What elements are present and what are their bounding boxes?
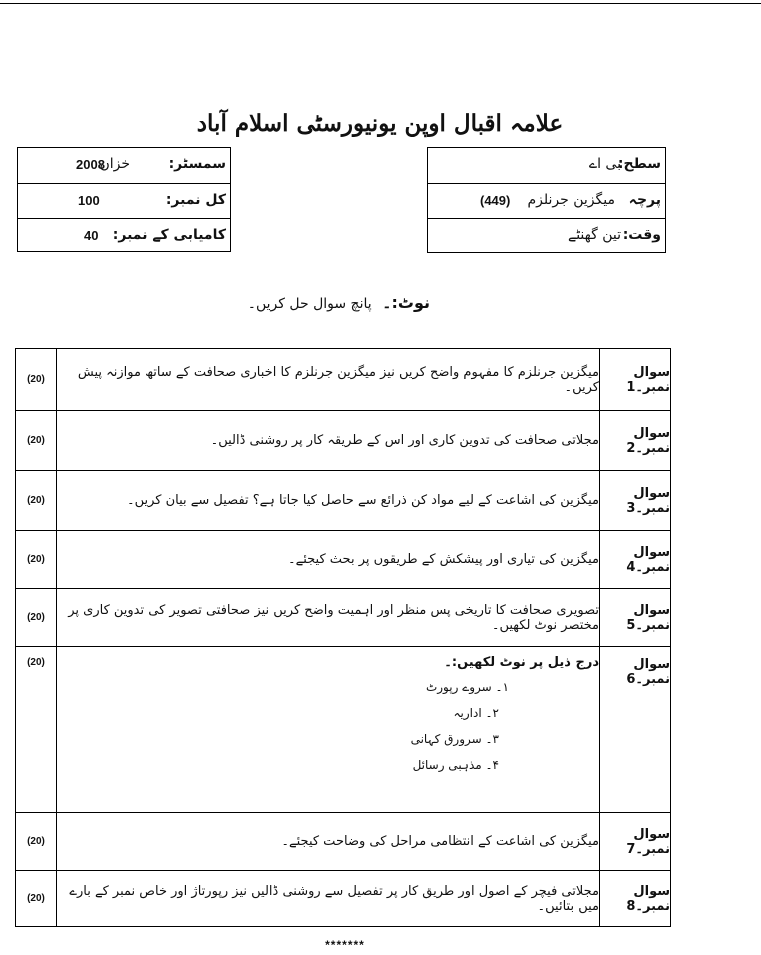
semester-value: خزاں (99, 156, 130, 172)
question-row (16, 871, 671, 927)
question-row (16, 531, 671, 589)
question-row (16, 647, 671, 813)
sub-item: ۲۔ اداریہ (453, 706, 499, 720)
time-row (428, 218, 665, 252)
university-title: علامہ اقبال اوپن یونیورسٹی اسلام آباد (196, 110, 564, 137)
paper-code: (449) (480, 193, 511, 208)
question-text: مجلاتی صحافت کی تدوین کاری اور اس کے طریقہ کار پر روشنی ڈالیں۔ (57, 411, 600, 471)
total-marks-label: کل نمبر: (165, 192, 226, 208)
question-row (16, 411, 671, 471)
sub-item: ۴۔ مذہبی رسائل (412, 758, 499, 772)
question-text: میگزین کی اشاعت کے انتظامی مراحل کی وضاحت کیجئے۔ (57, 813, 600, 871)
question-row (16, 813, 671, 871)
question-marks: (20) (16, 647, 57, 813)
exam-info-box (17, 147, 231, 252)
question-marks: (20) (16, 531, 57, 589)
time-value: تین گھنٹے (568, 227, 621, 243)
semester-row (18, 148, 230, 181)
question-label: سوال نمبر۔7 (600, 813, 671, 871)
question-marks: (20) (16, 411, 57, 471)
question-text: درج ذیل پر نوٹ لکھیں:۔ (444, 655, 599, 670)
time-label: وقت: (622, 227, 661, 243)
top-rule (0, 3, 761, 4)
question-text: میگزین کی اشاعت کے لیے مواد کن ذرائع سے حاصل کیا جاتا ہے؟ تفصیل سے بیان کریں۔ (57, 471, 600, 531)
question-label: سوال نمبر۔5 (600, 589, 671, 647)
paper-row (428, 183, 665, 217)
note-label: نوٹ:۔ (382, 293, 430, 312)
questions-table (15, 348, 671, 927)
pass-marks-label: کامیابی کے نمبر: (112, 227, 226, 243)
question-label: سوال نمبر۔2 (600, 411, 671, 471)
question-label: سوال نمبر۔4 (600, 531, 671, 589)
question-label: سوال نمبر۔3 (600, 471, 671, 531)
question-label: سوال نمبر۔6 (600, 647, 671, 813)
level-row (428, 148, 665, 181)
question-marks: (20) (16, 813, 57, 871)
question-row (16, 471, 671, 531)
total-marks-value: 100 (78, 193, 100, 208)
question-marks: (20) (16, 871, 57, 927)
question-marks: (20) (16, 589, 57, 647)
total-marks-row (18, 183, 230, 217)
question-text: میگزین کی تیاری اور پیشکش کے طریقوں پر بحث کیجئے۔ (57, 531, 600, 589)
pass-marks-value: 40 (84, 228, 99, 243)
level-value: بی اے (588, 156, 621, 172)
instruction-note (240, 293, 430, 312)
semester-year: 2008 (76, 157, 105, 172)
question-marks: (20) (16, 471, 57, 531)
course-info-box (427, 147, 666, 253)
question-row (16, 589, 671, 647)
sub-item: ۳۔ سرورق کہانی (410, 732, 499, 746)
sub-item: ۱۔ سروے رپورٹ (425, 680, 509, 694)
semester-label: سمسٹر: (168, 156, 226, 172)
question-marks: (20) (16, 349, 57, 411)
question-text: میگزین جرنلزم کا مفہوم واضح کریں نیز میگزین جرنلزم کا اخباری صحافت کے ساتھ موازنہ پیش کریں۔ (57, 349, 600, 411)
question-text: مجلاتی فیچر کے اصول اور طریق کار پر تفصیل سے روشنی ڈالیں نیز رپورتاژ اور خاص نمبر کے بارے میں بتائیں۔ (57, 871, 600, 927)
end-marker: ******* (325, 938, 365, 952)
question-text-block (57, 647, 600, 813)
question-label: سوال نمبر۔8 (600, 871, 671, 927)
paper-label: پرچہ (628, 192, 661, 208)
pass-marks-row (18, 218, 230, 252)
question-row (16, 349, 671, 411)
question-text: تصویری صحافت کا تاریخی پس منظر اور اہمیت واضح کریں نیز صحافتی تصویر کی تدوین کاری پر مختصر نوٹ لکھیں۔ (57, 589, 600, 647)
paper-value: میگزین جرنلزم (527, 192, 615, 208)
note-text: پانچ سوال حل کریں۔ (247, 296, 372, 312)
question-label: سوال نمبر۔1 (600, 349, 671, 411)
level-label: سطح: (617, 156, 661, 172)
